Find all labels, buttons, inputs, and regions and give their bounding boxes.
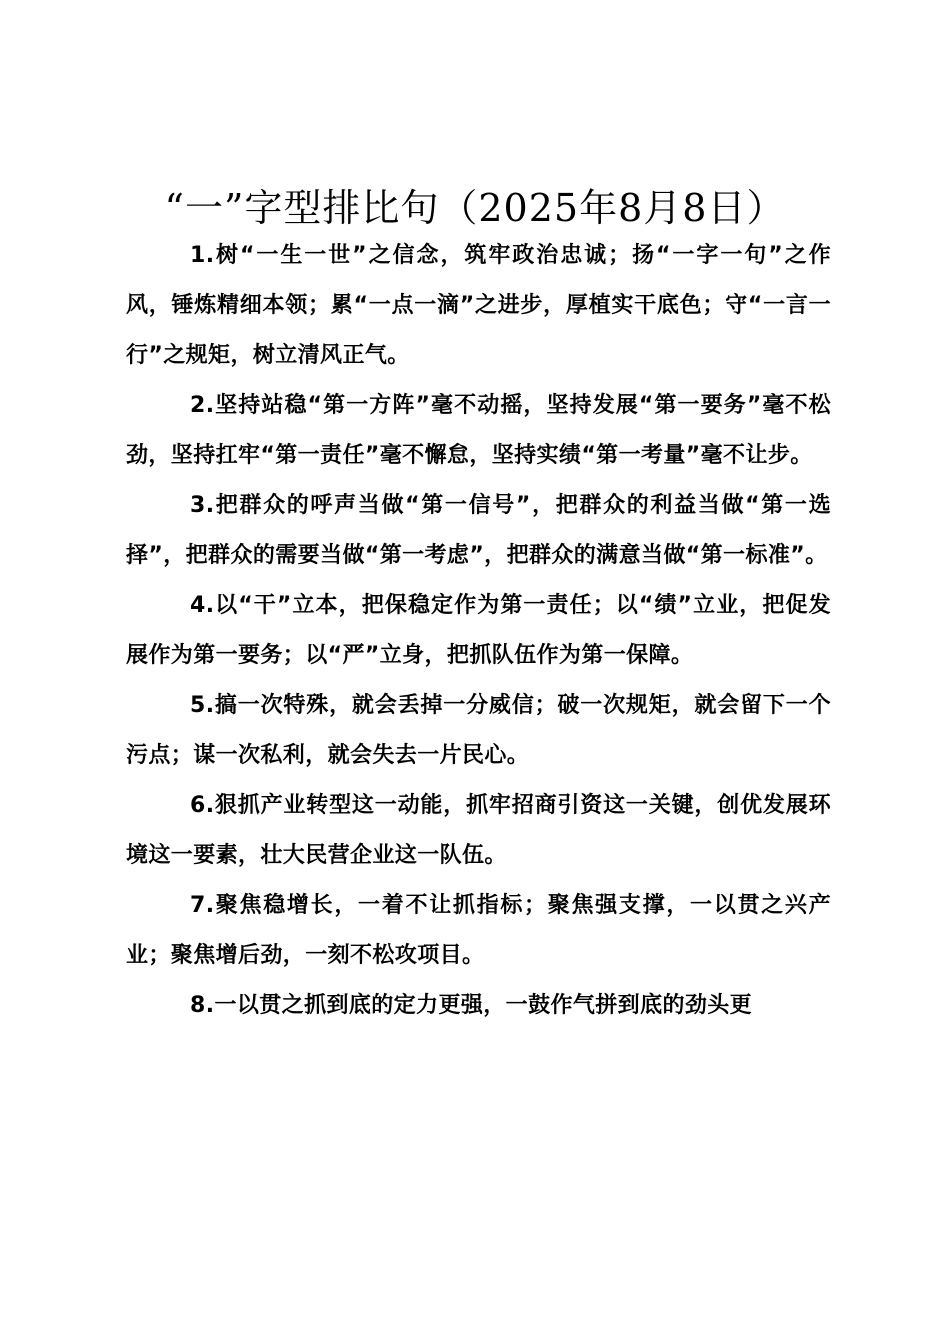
paragraph-8: 8.一以贯之抓到底的定力更强，一鼓作气拼到底的劲头更 xyxy=(190,993,753,1018)
paragraph-6: 6.狠抓产业转型这一动能，抓牢招商引资这一关键，创优发展环境这一要素，壮大民营企业这一队伍。 xyxy=(126,793,831,868)
paragraph-7: 7.聚焦稳增长，一着不让抓指标；聚焦强支撑，一以贯之兴产业；聚焦增后劲，一刻不松攻项目。 xyxy=(126,893,831,968)
paragraph-2: 2.坚持站稳“第一方阵”毫不动摇，坚持发展“第一要务”毫不松劲，坚持扛牢“第一责任”毫不懈怠，坚持实绩“第一考量”毫不让步。 xyxy=(126,393,831,468)
paragraph-5: 5.搞一次特殊，就会丢掉一分威信；破一次规矩，就会留下一个污点；谋一次私利，就会失去一片民心。 xyxy=(126,693,831,768)
paragraph-4: 4.以“干”立本，把保稳定作为第一责任；以“绩”立业，把促发展作为第一要务；以“严”立身，把抓队伍作为第一保障。 xyxy=(126,593,831,668)
document-title: “一”字型排比句（2025年8月8日） xyxy=(164,186,786,230)
paragraph-3: 3.把群众的呼声当做“第一信号”，把群众的利益当做“第一选择”，把群众的需要当做“第一考虑”，把群众的满意当做“第一标准”。 xyxy=(126,493,831,568)
paragraph-1: 1.树“一生一世”之信念，筑牢政治忠诚；扬“一字一句”之作风，锤炼精细本领；累“一点一滴”之进步，厚植实干底色；守“一言一行”之规矩，树立清风正气。 xyxy=(126,243,831,368)
document-body xyxy=(126,231,831,1031)
